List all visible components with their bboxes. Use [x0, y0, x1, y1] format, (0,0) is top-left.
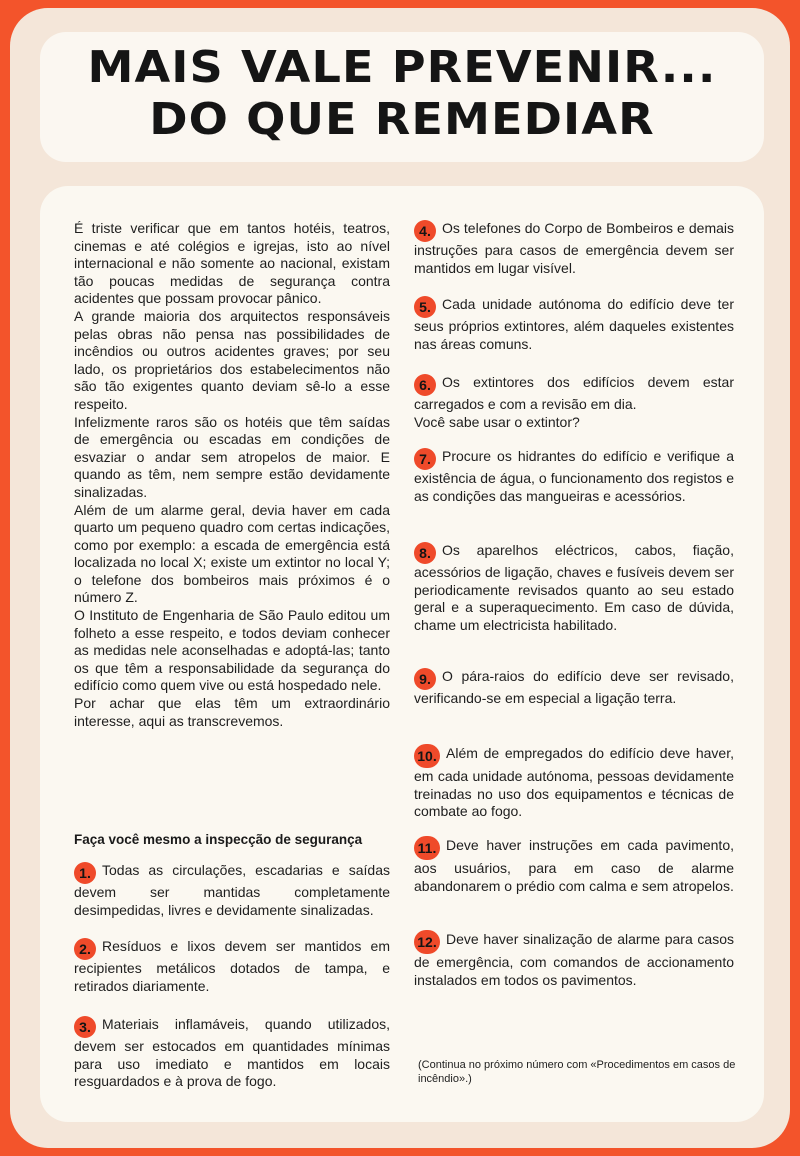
intro-paragraph: Além de um alarme geral, devia haver em cada quarto um pequeno quadro com certas indicações, como por exemplo: a escada de emergência está localizada no local X; existe um extintor no local Y; o telefone dos bombeiros mais próximos é o número Z. [74, 501, 390, 606]
item-number-badge: 1. [74, 862, 96, 884]
item-number-badge: 6. [414, 374, 436, 396]
item-number-badge: 12. [414, 930, 440, 954]
title-panel [40, 32, 764, 162]
item-number-badge: 9. [414, 668, 436, 690]
intro-paragraph: É triste verificar que em tantos hotéis, teatros, cinemas e até colégios e igrejas, isto ao nível internacional e não somente ao nacional, existam tão poucas medidas de segurança contra acidentes que possam provocar pânico. [74, 220, 390, 307]
item-text: Os extintores dos edifícios devem estar carregados e com a revisão em dia. [414, 374, 734, 412]
safety-item [414, 744, 734, 821]
item-number-badge: 7. [414, 448, 436, 470]
item-text: Além de empregados do edifício deve haver, em cada unidade autónoma, pessoas devidamente treinadas no uso dos equipamentos e técnicas de combate ao fogo. [414, 745, 734, 819]
item-text: Resíduos e lixos devem ser mantidos em recipientes metálicos dotados de tampa, e retirados diariamente. [74, 938, 390, 994]
item-text: Todas as circulações, escadarias e saídas devem ser mantidas completamente desimpedidas, livres e devidamente sinalizadas. [74, 862, 390, 918]
item-text: O pára-raios do edifício deve ser revisado, verificando-se em especial a ligação terra. [414, 668, 734, 706]
item-number-badge: 3. [74, 1016, 96, 1038]
item-extra-question: Você sabe usar o extintor? [414, 413, 580, 430]
item-number-badge: 5. [414, 296, 436, 318]
safety-item [414, 220, 734, 277]
safety-item [414, 448, 734, 505]
item-text: Deve haver sinalização de alarme para casos de emergência, com comandos de accionamento instalados em todos os pavimentos. [414, 931, 734, 988]
section-heading: Faça você mesmo a inspecção de segurança [74, 832, 363, 847]
intro-paragraph: Por achar que elas têm um extraordinário interesse, aqui as transcrevemos. [74, 695, 390, 729]
intro-paragraph: A grande maioria dos arquitectos responsáveis pelas obras não pensa nas possibilidades de incêndios ou outros acidentes graves; por seu lado, os proprietários dos estabelecimentos não são tão exigentes quanto deviam sê-lo a esse respeito. [74, 307, 390, 412]
continue-note: (Continua no próximo número com «Procedimentos em casos de incêndio».) [418, 1059, 736, 1085]
content-panel [40, 186, 764, 1122]
safety-item [414, 836, 734, 895]
item-number-badge: 8. [414, 542, 436, 564]
item-text: Os telefones do Corpo de Bombeiros e demais instruções para casos de emergência devem ser mantidos em lugar visível. [414, 220, 734, 276]
safety-item [414, 374, 734, 431]
safety-item [74, 862, 390, 919]
item-text: Cada unidade autónoma do edifício deve ter seus próprios extintores, além daqueles existentes nas áreas comuns. [414, 296, 734, 352]
safety-item [74, 1016, 390, 1091]
safety-item [414, 296, 734, 353]
item-number-badge: 2. [74, 938, 96, 960]
intro-paragraph: O Instituto de Engenharia de São Paulo editou um folheto a esse respeito, e todos deviam conhecer as medidas nele aconselhadas e adoptá-las; tanto os que têm a responsabilidade da segurança do edifício como quem vive ou está hospedado nele. [74, 607, 390, 694]
item-text: Deve haver instruções em cada pavimento, aos usuários, para em caso de alarme abandonarem o prédio com calma e sem atropelos. [414, 837, 734, 894]
item-number-badge: 4. [414, 220, 436, 242]
intro-paragraph: Infelizmente raros são os hotéis que têm saídas de emergência ou escadas em condições de esvaziar o andar sem atropelos de maior. E quando as têm, nem sempre estão devidamente sinalizadas. [74, 413, 390, 500]
item-text: Procure os hidrantes do edifício e verifique a existência de água, o funcionamento dos registos e as condições das mangueiras e acessórios. [414, 448, 734, 504]
safety-item [414, 668, 734, 708]
title-line-2: DO QUE REMEDIAR [149, 94, 655, 145]
safety-item [414, 542, 734, 634]
intro-text [74, 220, 390, 730]
title-line-1: MAIS VALE PREVENIR... [87, 42, 717, 93]
item-text: Materiais inflamáveis, quando utilizados, devem ser estocados em quantidades mínimas para uso imediato e mantidos em locais resguardados e à prova de fogo. [74, 1016, 390, 1089]
item-number-badge: 10. [414, 744, 440, 768]
safety-item [414, 930, 734, 989]
item-number-badge: 11. [414, 836, 440, 860]
safety-item [74, 938, 390, 995]
item-text: Os aparelhos eléctricos, cabos, fiação, acessórios de ligação, chaves e fusíveis devem ser periodicamente revisados quanto ao seu estado geral e a superaquecimento. Em caso de dúvida, chame um electricista habilitado. [414, 542, 734, 633]
